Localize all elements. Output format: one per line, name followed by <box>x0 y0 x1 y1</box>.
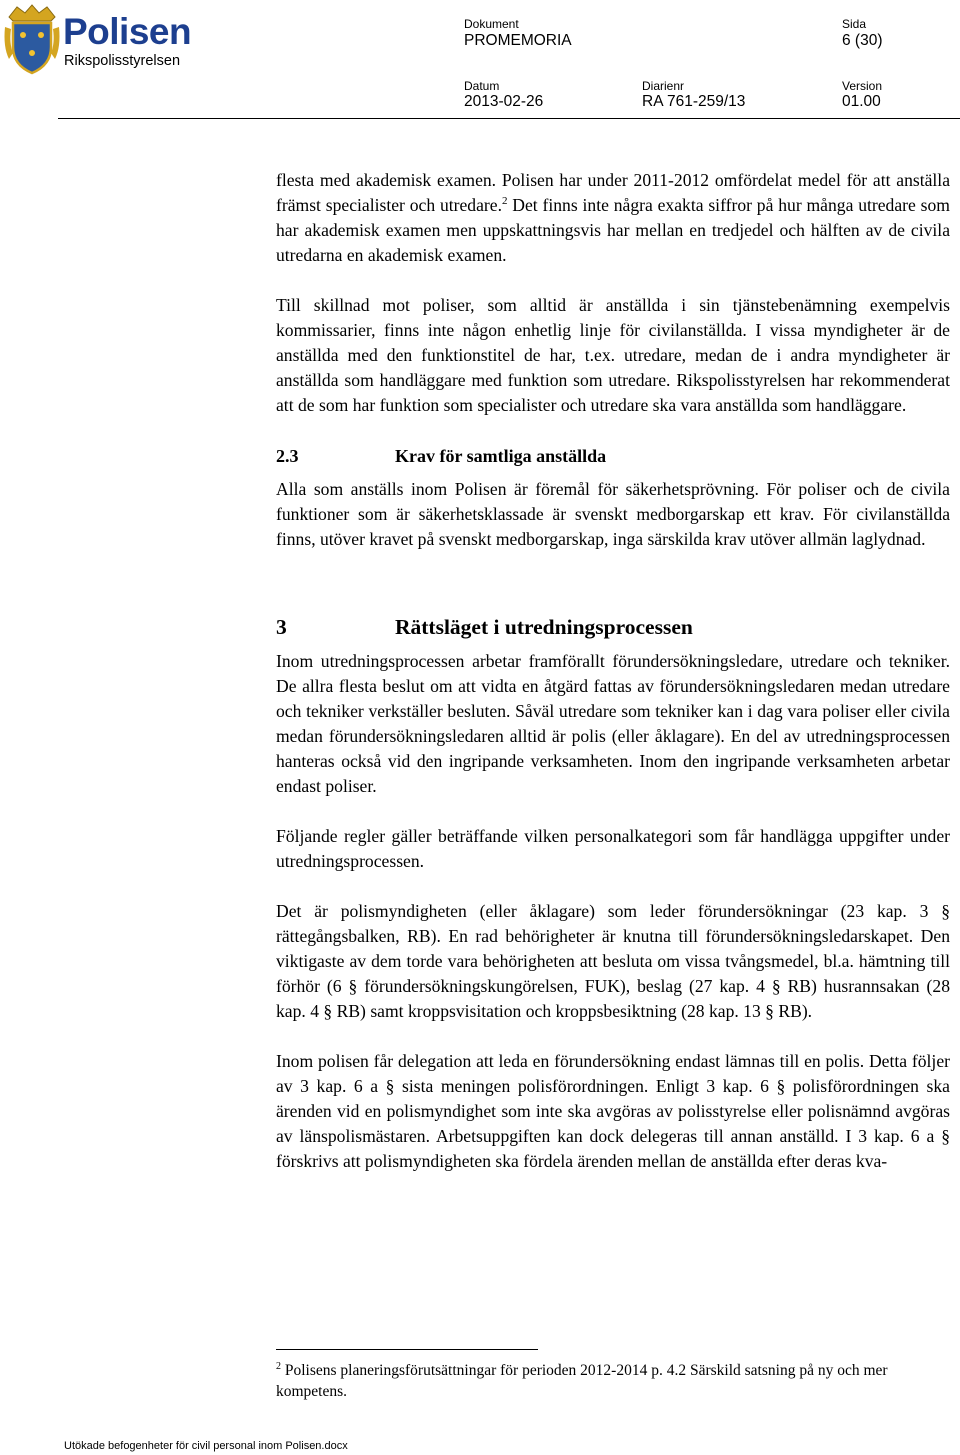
paragraph-2: Till skillnad mot poliser, som alltid är anställda i sin tjänstebenämning exempelvis kommissarier, finns inte någon enhetlig linje för civilanställda. I vissa myndigheter är de anställda med den funktionstitel de har, t.ex. utredare, medan de i andra myndigheter är anställda som handläggare med funktion som utredare. Rikspolisstyrelsen har rekommenderat att de som har funktion som specialister och utredare ska vara anställda som handläggare. <box>276 295 950 415</box>
section-heading-3 <box>276 612 950 642</box>
sida-value: 6 (30) <box>842 32 883 49</box>
header-divider <box>58 118 960 119</box>
footnote <box>276 1360 950 1402</box>
footnote-text: Polisens planeringsförutsättningar för perioden 2012-2014 p. 4.2 Särskild satsning på ny och mer kompetens. <box>276 1362 888 1400</box>
document-body <box>276 168 950 1174</box>
brand-subtitle: Rikspolisstyrelsen <box>64 53 181 69</box>
brand-name: Polisen <box>63 11 192 52</box>
footnote-divider <box>276 1349 538 1350</box>
footnote-number: 2 <box>276 1361 281 1372</box>
dokument-value: PROMEMORIA <box>464 32 572 49</box>
section-heading-2-3 <box>276 444 950 469</box>
paragraph-1: flesta med akademisk examen. Polisen har under 2011-2012 omfördelat medel för att anställa främst specialister och utredare.$^2$ Det finns inte några exakta siffror på hur många utredare som har akademisk examen men uppskattningsvis har mellan en tredjedel och hälften av de civila utredarna en akademisk examen. <box>276 170 950 265</box>
paragraph-7: Inom polisen får delegation att leda en förundersökning endast lämnas till en polis. Detta följer av 3 kap. 6 a § sista meningen polisförordningen. Enligt 3 kap. 6 § polisförordningen ska ärenden vid en polismyndighet som inte ska avgöras av polisstyrelse eller polisnämnd avgöras av länspolismästaren. Arbetsuppgiften kan dock delegeras till annan anställd. I 3 kap. 6 a § förskrivs att polismyndigheten ska fördela ärenden mellan de anställda efter deras kva- <box>276 1051 950 1171</box>
paragraph-4: Inom utredningsprocessen arbetar framförallt förundersökningsledare, utredare och tekniker. De allra flesta beslut om att vidta en åtgärd fattas av förundersökningsledaren medan utredare och tekniker verkställer besluten. Såväl utredare som tekniker kan i dag vara poliser eller civila medan förundersökningsledaren alltid är polis (eller åklagare). En del av utredningsprocessen hanteras också vid den ingripande verksamheten. Inom den ingripande verksamheten arbetar endast poliser. <box>276 651 950 796</box>
paragraph-5: Följande regler gäller beträffande vilken personalkategori som får handlägga uppgifter under utredningsprocessen. <box>276 826 950 871</box>
section-title: Krav för samtliga anställda <box>395 446 607 466</box>
version-value: 01.00 <box>842 93 881 110</box>
section-title: Rättsläget i utredningsprocessen <box>395 615 693 639</box>
paragraph-6: Det är polismyndigheten (eller åklagare) som leder förundersökningar (23 kap. 3 § rättegångsbalken, RB). En rad behörigheter är knutna till förundersökningsledarskapet. Den viktigaste av dem torde vara behörigheten att besluta om vissa tvångsmedel, bl.a. hämtning till förhör (6 § förundersökningskungörelsen, FUK), beslag (27 kap. 4 § RB) husrannsakan (28 kap. 4 § RB) samt kroppsvisitation och kroppsbesiktning (28 kap. 13 § RB). <box>276 901 950 1021</box>
footer-filename: Utökade befogenheter för civil personal inom Polisen.docx <box>64 1440 348 1452</box>
footnote-ref[interactable]: 2 <box>501 195 508 207</box>
police-crest-icon <box>3 3 61 77</box>
diarienr-label: Diarienr <box>642 79 685 93</box>
datum-label: Datum <box>464 79 500 93</box>
sida-label: Sida <box>842 17 867 31</box>
datum-value: 2013-02-26 <box>464 93 544 110</box>
version-label: Version <box>842 79 883 93</box>
paragraph-3: Alla som anställs inom Polisen är föremål för säkerhetsprövning. För poliser och de civila funktioner som är säkerhetsklassade är svenskt medborgarskap ett krav. För civilanställda finns, utöver kravet på svenskt medborgarskap, inga särskilda krav utöver allmän laglydnad. <box>276 479 950 549</box>
section-number: 2.3 <box>276 446 299 466</box>
dokument-label: Dokument <box>464 17 519 31</box>
section-number: 3 <box>276 615 287 639</box>
diarienr-value: RA 761-259/13 <box>642 93 746 110</box>
